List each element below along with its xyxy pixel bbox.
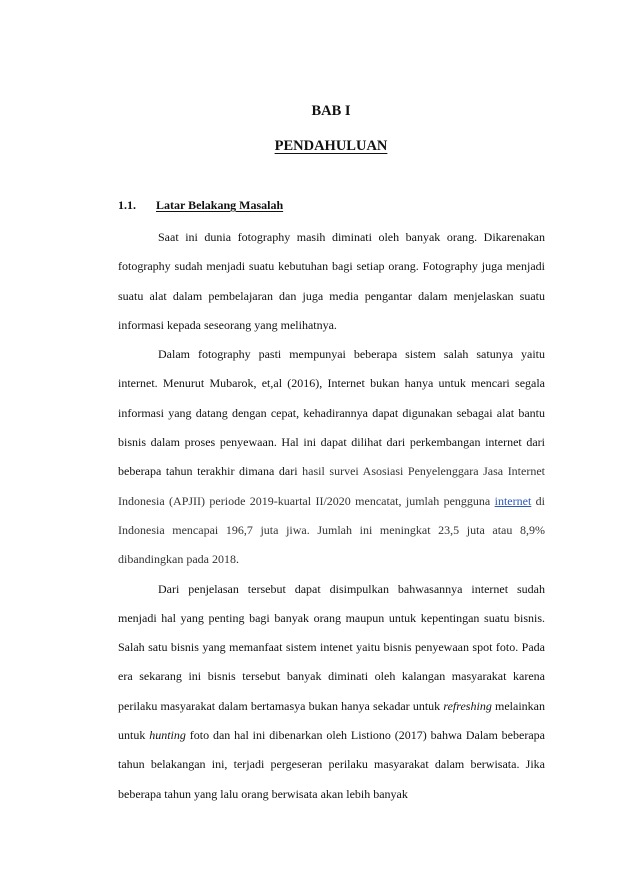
paragraph-2 [118, 340, 545, 574]
chapter-heading: BAB I [311, 103, 351, 119]
paragraph-3 [118, 575, 545, 809]
internet-link[interactable]: internet [494, 493, 532, 508]
chapter-title: PENDAHULUAN [274, 138, 388, 154]
paragraph-2-text: Dalam fotography pasti mempunyai beberapa sistem salah satunya yaitu internet. Menurut Mubarok, et,al (2016), Internet bukan hanya untuk mencari segala informasi yang datang dengan cepat, kehadirannya dapat digunakan sebagai alat bantu bisnis dalam proses penyewaan. Hal ini dapat dilihat dari perkembangan internet dari beberapa tahun terakhir dimana dari [118, 347, 545, 479]
section-title: Latar Belakang Masalah [156, 198, 284, 212]
paragraph-3-text-2: melainkan untuk [118, 698, 545, 743]
emphasis-refreshing: refreshing [443, 698, 492, 713]
paragraph-2-citation-end: di Indonesia mencapai 196,7 juta jiwa. Jumlah ini meningkat 23,5 juta atau 8,9% dibandingkan pada 2018 [118, 493, 545, 567]
paragraph-1: Saat ini dunia fotography masih diminati oleh banyak orang. Dikarenakan fotography sudah menjadi suatu kebutuhan bagi setiap orang. Fotography juga menjadi suatu alat dalam pembelajaran dan juga media pengantar dalam menjelaskan suatu informasi kepada seseorang yang melihatnya. [118, 230, 545, 332]
emphasis-hunting: hunting [149, 728, 186, 743]
body-text [118, 223, 545, 809]
paragraph-2-period: . [235, 552, 239, 567]
section-number: 1.1. [118, 198, 136, 212]
paragraph-3-text: Dari penjelasan tersebut dapat disimpulkan bahwasannya internet sudah menjadi hal yang penting bagi banyak orang maupun untuk kepentingan suatu bisnis. Salah satu bisnis yang memanfaat sistem intenet yaitu bisnis penyewaan spot foto. Pada era sekarang ini bisnis tersebut banyak diminati oleh kalangan masyarakat karena perilaku masyarakat dalam bertamasya bukan hanya sekadar untuk [118, 581, 545, 713]
paragraph-3-text-3: foto dan hal ini dibenarkan oleh Listiono (2017) bahwa Dalam beberapa tahun belakangan ini, terjadi pergeseran perilaku masyarakat dalam berwisata. Jika beberapa tahun yang lalu orang berwisata akan lebih banyak [118, 728, 545, 801]
section-heading [118, 198, 548, 213]
paragraph-2-citation: hasil survei Asosiasi Penyelenggara Jasa Internet Indonesia (APJII) periode 2019-kuartal II/2020 mencatat, jumlah pengguna [118, 464, 546, 508]
